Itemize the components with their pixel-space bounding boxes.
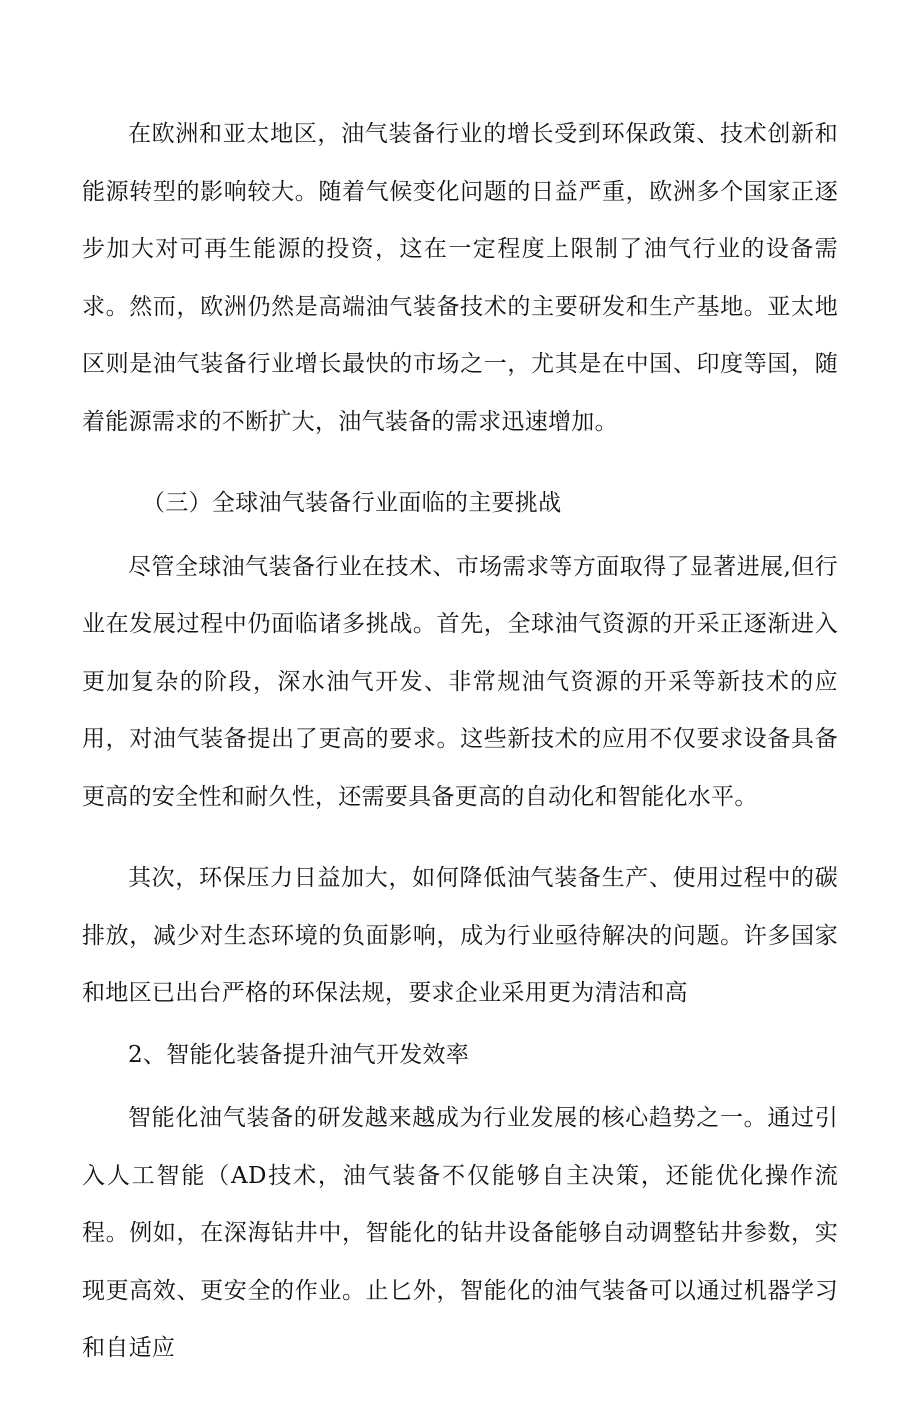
- paragraph-technical-challenges: 尽管全球油气装备行业在技术、市场需求等方面取得了显著进展,但行业在发展过程中仍面临诸多挑战。首先，全球油气资源的开采正逐渐进入更加复杂的阶段，深水油气开发、非常规油气资源的开采等新技术的应用，对油气装备提出了更高的要求。这些新技术的应用不仅要求设备具备更高的安全性和耐久性，还需要具备更高的自动化和智能化水平。: [82, 553, 838, 810]
- paragraph-environmental-pressure: 其次，环保压力日益加大，如何降低油气装备生产、使用过程中的碳排放，减少对生态环境的负面影响，成为行业亟待解决的问题。许多国家和地区已出台严格的环保法规，要求企业采用更为清洁和高: [82, 865, 838, 1006]
- section-heading-intelligent-equipment: 2、智能化装备提升油气开发效率: [128, 1041, 470, 1068]
- section-heading-challenges: （三）全球油气装备行业面临的主要挑战: [142, 490, 562, 516]
- paragraph-regional-growth: 在欧洲和亚太地区，油气装备行业的增长受到环保政策、技术创新和能源转型的影响较大。随着气候变化问题的日益严重，欧洲多个国家正逐步加大对可再生能源的投资，这在一定程度上限制了油气行业的设备需求。然而，欧洲仍然是高端油气装备技术的主要研发和生产基地。亚太地区则是油气装备行业增长最快的市场之一，尤其是在中国、印度等国，随着能源需求的不断扩大，油气装备的需求迅速增加。: [82, 121, 838, 435]
- paragraph-intelligent-equipment: 智能化油气装备的研发越来越成为行业发展的核心趋势之一。通过引入人工智能（AD技术，油气装备不仅能够自主决策，还能优化操作流程。例如，在深海钻井中，智能化的钻井设备能够自动调整钻井参数，实现更高效、更安全的作业。止匕外，智能化的油气装备可以通过机器学习和自适应: [82, 1105, 838, 1361]
- document-body: [82, 106, 838, 1402]
